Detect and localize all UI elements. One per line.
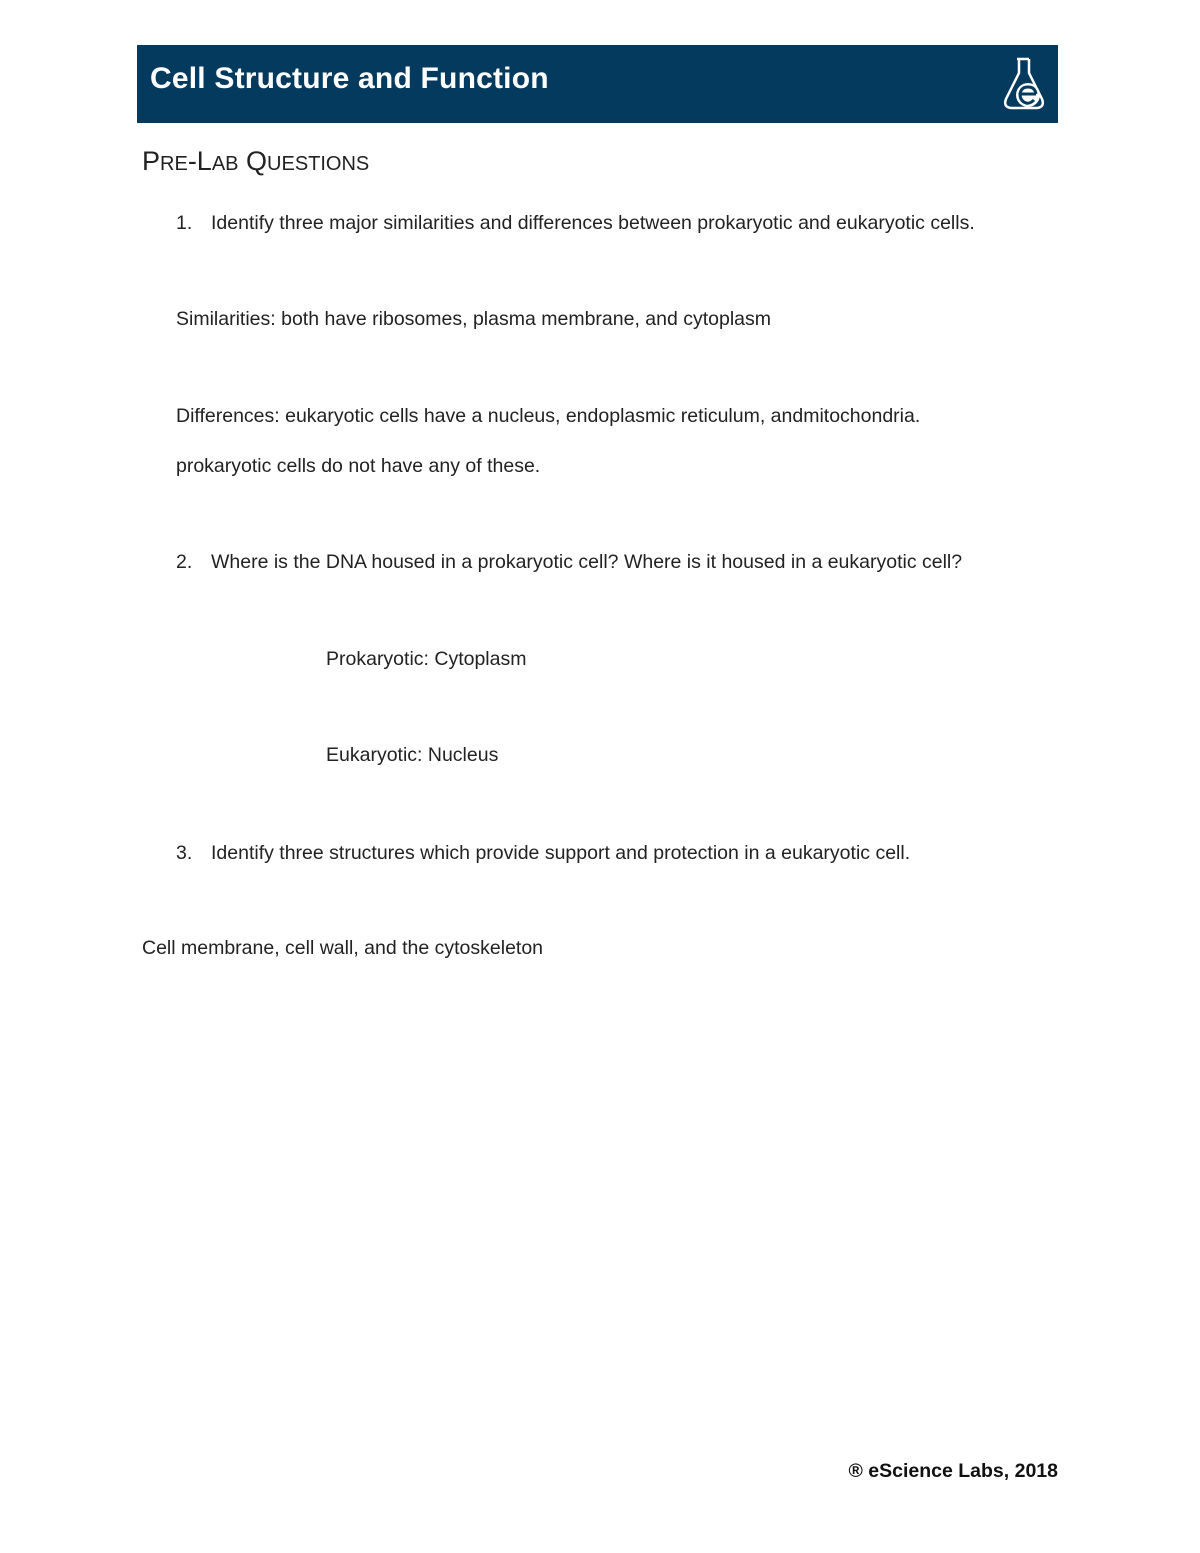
section-heading: PRE-LAB QUESTIONS [142, 146, 370, 176]
question-text: Where is the DNA housed in a prokaryotic cell? Where is it housed in a eukaryotic cell? [211, 551, 963, 573]
answer-text: Prokaryotic: Cytoplasm [326, 648, 527, 670]
answer-text: prokaryotic cells do not have any of these. [176, 455, 541, 477]
question-text: Identify three major similarities and differences between prokaryotic and eukaryotic cells. [211, 212, 975, 234]
flask-e-icon [1000, 55, 1048, 113]
question-number: 3. [176, 842, 193, 864]
answer-text: Cell membrane, cell wall, and the cytoskeleton [142, 937, 544, 959]
answer-text: Similarities: both have ribosomes, plasma membrane, and cytoplasm [176, 308, 772, 330]
question-number: 2. [176, 551, 193, 573]
question-number: 1. [176, 212, 193, 234]
answer-text: Differences: eukaryotic cells have a nucleus, endoplasmic reticulum, andmitochondria. [176, 405, 921, 427]
header-banner [137, 45, 1058, 123]
question-text: Identify three structures which provide support and protection in a eukaryotic cell. [211, 842, 911, 864]
copyright-footer: ® eScience Labs, 2018 [848, 1460, 1058, 1482]
answer-text: Eukaryotic: Nucleus [326, 744, 499, 766]
document-title: Cell Structure and Function [150, 62, 549, 95]
